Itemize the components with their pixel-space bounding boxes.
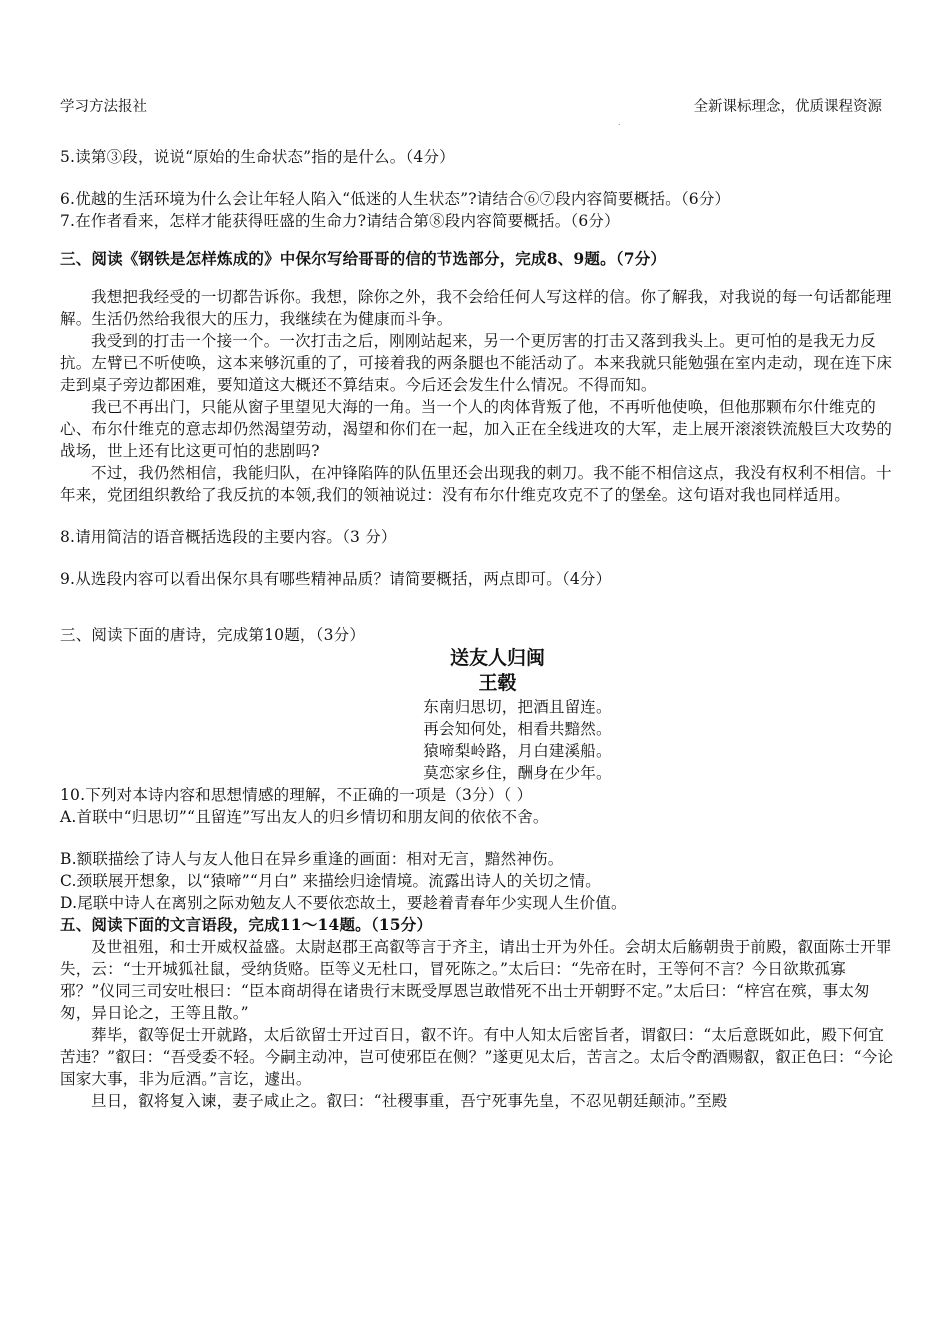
classical-paragraph-2: 葬毕，叡等促士开就路，太后欲留士开过百日，叡不许。有中人知太后密旨者，谓叡曰：“太后意既如此，殿下何宜苦违？”叡曰：“吾受委不轻。今嗣主动冲，岂可使邪臣在侧？”遂更见太后，苦言之。太后令酌酒赐叡，叡正色曰：“今论国家大事，非为卮酒。”言讫，遽出。: [60, 1026, 894, 1088]
classical-paragraph-1: 及世祖殂，和士开威权益盛。太尉赵郡王高叡等言于齐主，请出士开为外任。会胡太后觞朝贵于前殿，叡面陈士开罪失，云：“士开城狐社鼠，受纳货赂。臣等义无杜口，冒死陈之。”太后曰：“先帝在时，王等何不言？今日欲欺孤寡邪？”仪同三司安吐根曰：“臣本商胡得在诸贵行末既受厚恩岂敢惜死不出士开朝野不定。”太后曰：“梓宫在殡，事太匆匆，异日论之，王等且散。”: [60, 938, 892, 1022]
classical-paragraph-3: 旦日，叡将复入谏，妻子咸止之。叡曰：“社稷事重，吾宁死事先皇，不忍见朝廷颠沛。”至殿: [91, 1092, 728, 1110]
section-3-heading: 三、阅读《钢铁是怎样炼成的》中保尔写给哥哥的信的节选部分，完成8、9题。（7分）: [60, 249, 667, 268]
letter-paragraph-2: 我受到的打击一个接一个。一次打击之后，刚刚站起来，另一个更厉害的打击又落到我头上。更可怕的是我无力反抗。左臂已不听使唤，这本来够沉重的了，可接着我的两条腿也不能活动了。本来我就只能勉强在室内走动，现在连下床走到桌子旁边都困难，要知道这大概还不算结束。今后还会发生什么情况。不得而知。: [60, 332, 893, 394]
poem-line-3: 猿啼梨岭路，月白建溪船。: [423, 742, 612, 760]
poem-line-4: 莫恋家乡住，酬身在少年。: [423, 764, 612, 782]
poem-line-1: 东南归思切，把酒且留连。: [423, 698, 612, 716]
header-publisher: 学习方法报社: [60, 99, 147, 115]
option-a: A.首联中“归思切”“且留连”写出友人的归乡情切和朋友间的依依不舍。: [60, 808, 549, 826]
poem-title: 送友人归闽: [449, 647, 545, 669]
question-8: 8.请用简洁的语音概括选段的主要内容。（3 分）: [60, 528, 397, 546]
header-slogan: 全新课标理念，优质课程资源: [693, 99, 882, 115]
letter-paragraph-3: 我已不再出门，只能从窗子里望见大海的一角。当一个人的肉体背叛了他，不再听他使唤，但他那颗布尔什维克的心、布尔什维克的意志却仍然渴望劳动，渴望和你们在一起，加入正在全线进攻的大军，走上展开滚滚铁流般巨大攻势的战场，世上还有比这更可怕的悲剧吗?: [60, 398, 893, 460]
option-d: D.尾联中诗人在离别之际劝勉友人不要依恋故土，要趁着青春年少实现人生价值。: [60, 894, 627, 912]
header-dot: .: [618, 118, 621, 127]
section-5-heading: 五、阅读下面的文言语段，完成11～14题。（15分）: [60, 915, 433, 934]
poem-section-heading: 三、阅读下面的唐诗，完成第10题，（3分）: [60, 626, 366, 644]
option-b: B.额联描绘了诗人与友人他日在异乡重逢的画面：相对无言，黯然神伤。: [60, 850, 564, 868]
question-6: 6.优越的生活环境为什么会让年轻人陷入“低迷的人生状态”?请结合⑥⑦段内容简要概括。（6分）: [60, 190, 731, 208]
document-body: [60, 146, 895, 1112]
poem-line-2: 再会知何处，相看共黯然。: [423, 720, 612, 738]
letter-paragraph-4: 不过，我仍然相信，我能归队，在冲锋陷阵的队伍里还会出现我的刺刀。我不能不相信这点，我没有权利不相信。十年来，党团组织教给了我反抗的本领,我们的领袖说过：没有布尔什维克攻克不了的堡垒。这句语对我也同样适用。: [60, 464, 892, 504]
poem-author: 王毂: [478, 672, 517, 694]
question-9: 9.从选段内容可以看出保尔具有哪些精神品质？请简要概括，两点即可。（4分）: [60, 570, 612, 588]
question-5: 5.读第③段，说说“原始的生命状态”指的是什么。（4分）: [60, 148, 455, 166]
option-c: C.颈联展开想象，以“猿啼”“月白” 来描绘归途情境。流露出诗人的关切之情。: [60, 872, 601, 890]
letter-paragraph-1: 我想把我经受的一切都告诉你。我想，除你之外，我不会给任何人写这样的信。你了解我，对我说的每一句话都能理解。生活仍然给我很大的压力，我继续在为健康而斗争。: [60, 288, 892, 328]
question-7: 7.在作者看来，怎样才能获得旺盛的生命力?请结合第⑧段内容简要概括。（6分）: [60, 212, 620, 230]
question-10: 10.下列对本诗内容和思想情感的理解，不正确的一项是（3分）（ ）: [60, 786, 533, 804]
